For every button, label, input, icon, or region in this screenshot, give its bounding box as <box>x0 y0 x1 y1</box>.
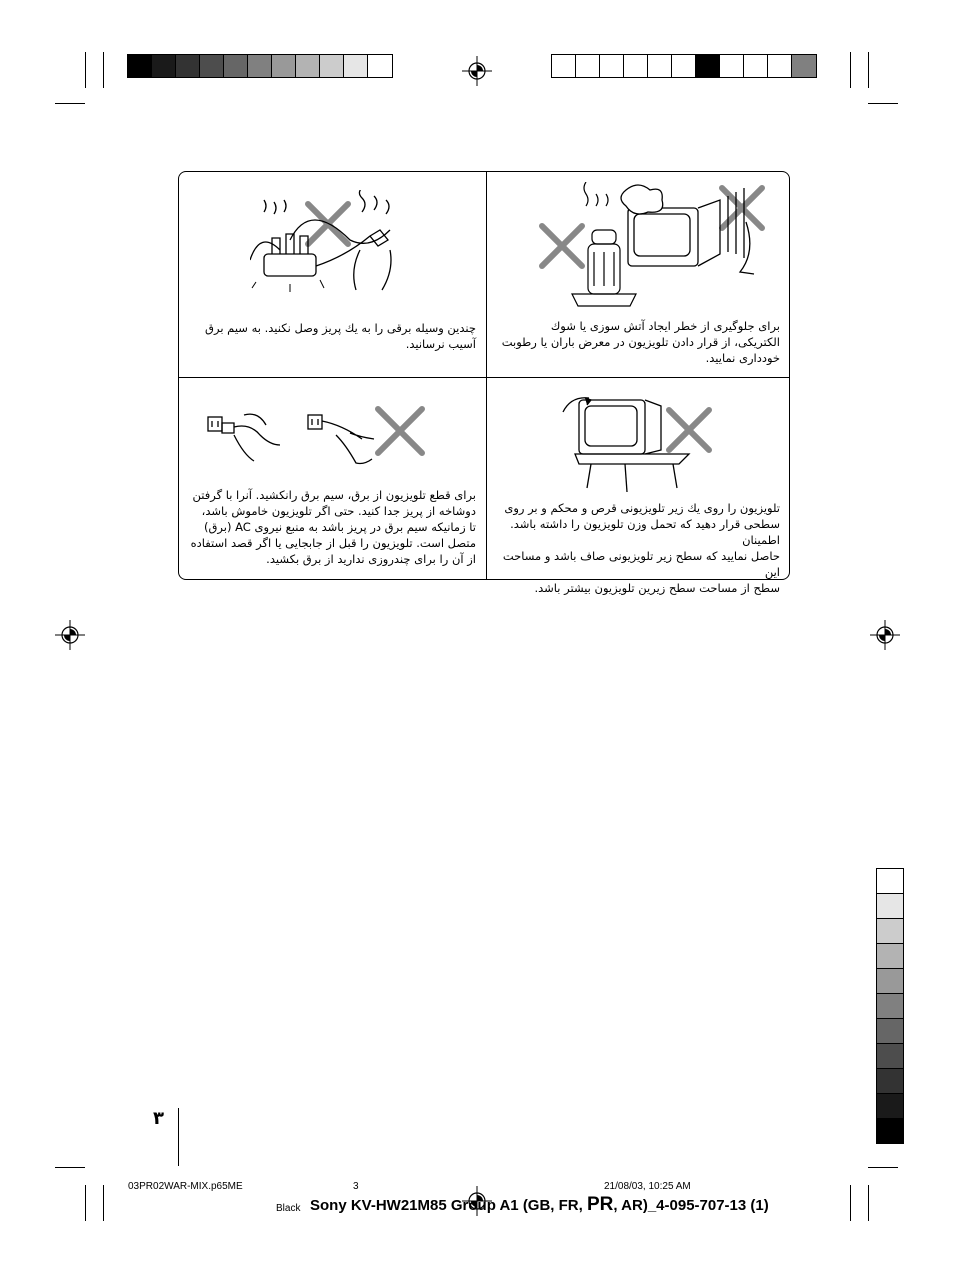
color-swatch <box>877 969 903 994</box>
color-swatch <box>368 55 392 77</box>
crop-mark <box>868 1167 898 1168</box>
registration-target-icon <box>55 620 85 650</box>
color-swatch <box>248 55 272 77</box>
color-swatch <box>720 55 744 77</box>
footer-filename: 03PR02WAR-MIX.p65ME <box>128 1181 243 1192</box>
color-swatch <box>744 55 768 77</box>
crop-mark <box>85 52 86 88</box>
color-swatch <box>272 55 296 77</box>
color-swatch <box>152 55 176 77</box>
registration-swatch-bar <box>551 54 817 78</box>
color-swatch <box>552 55 576 77</box>
registration-target-icon <box>462 56 492 86</box>
side-grayscale-strip <box>876 868 904 1144</box>
tv-moisture-heater-illustration <box>530 182 770 312</box>
crop-mark <box>868 52 869 88</box>
footer-model-prefix: Sony KV-HW21M85 Group A1 (GB, FR, <box>310 1197 587 1214</box>
registration-target-icon <box>870 620 900 650</box>
crop-mark <box>103 1185 104 1221</box>
color-swatch <box>877 869 903 894</box>
crop-mark <box>850 1185 851 1221</box>
color-swatch <box>877 1044 903 1069</box>
color-swatch <box>200 55 224 77</box>
color-swatch <box>877 1069 903 1094</box>
tv-on-unstable-stand-illustration <box>555 388 725 493</box>
footer-page: 3 <box>353 1181 359 1192</box>
grayscale-swatch-bar <box>127 54 393 78</box>
overloaded-outlet-illustration <box>250 190 410 295</box>
page-number: ۳ <box>153 1108 164 1129</box>
color-swatch <box>224 55 248 77</box>
crop-mark <box>55 1167 85 1168</box>
footer-color-label: Black <box>276 1203 301 1214</box>
crop-mark <box>868 1185 869 1221</box>
crop-mark <box>868 103 898 104</box>
warning-caption-outlet-overload: چندین وسیله برقی را به یك پریز وصل نكنید. به سیم برق آسیب نرسانید. <box>205 321 476 351</box>
color-swatch <box>128 55 152 77</box>
color-swatch <box>176 55 200 77</box>
color-swatch <box>877 919 903 944</box>
color-swatch <box>877 1019 903 1044</box>
warning-caption-stable-stand: تلویزیون را روی یك زیر تلویزیونی قرص و محكم و بر روی سطحی قرار دهید كه تحمل وزن تلویزیون را داشته باشد. اطمینان حاصل نمایید كه سطح زیر تلویزیونی صاف باشد و مساحت این سطح از مساحت سطح زیرین تلویزیون بیشتر باشد. <box>502 501 780 595</box>
crop-mark <box>55 103 85 104</box>
color-swatch <box>792 55 816 77</box>
color-swatch <box>877 1119 903 1143</box>
color-swatch <box>320 55 344 77</box>
color-swatch <box>877 994 903 1019</box>
footer-datetime: 21/08/03, 10:25 AM <box>604 1181 691 1192</box>
color-swatch <box>672 55 696 77</box>
color-swatch <box>696 55 720 77</box>
color-swatch <box>344 55 368 77</box>
page-number-rule <box>178 1108 179 1166</box>
color-swatch <box>768 55 792 77</box>
footer-model-suffix: , AR)_4-095-707-13 (1) <box>613 1197 769 1214</box>
color-swatch <box>600 55 624 77</box>
color-swatch <box>576 55 600 77</box>
panel-divider-vertical <box>486 172 487 579</box>
warning-caption-moisture: برای جلوگیری از خطر ایجاد آتش سوزی یا شوك الكتریكی، از قرار دادن تلویزیون در معرض باران یا رطوبت خودداری نمایید. <box>501 319 780 365</box>
color-swatch <box>648 55 672 77</box>
color-swatch <box>877 1094 903 1119</box>
color-swatch <box>296 55 320 77</box>
color-swatch <box>877 894 903 919</box>
unplug-by-plug-illustration <box>200 405 430 475</box>
panel-divider-horizontal <box>179 377 789 378</box>
crop-mark <box>850 52 851 88</box>
footer-model-line <box>310 1194 769 1216</box>
color-swatch <box>624 55 648 77</box>
color-swatch <box>877 944 903 969</box>
warning-caption-unplug: برای قطع تلویزیون از برق، سیم برق رانكشید. آنرا با گرفتن دوشاخه از پریز جدا كنید. حتی اگر تلویزیون خاموش باشد، تا زمانیكه سیم برق در پریز باشد به منبع نیروی AC (برق) متصل است. تلویزیون را قبل از جابجایی یا اگر قصد استفاده از آن را برای چندروزی ندارید از برق بكشید. <box>190 488 476 566</box>
crop-mark <box>103 52 104 88</box>
crop-mark <box>85 1185 86 1221</box>
footer-model-pr: PR <box>586 1194 614 1215</box>
